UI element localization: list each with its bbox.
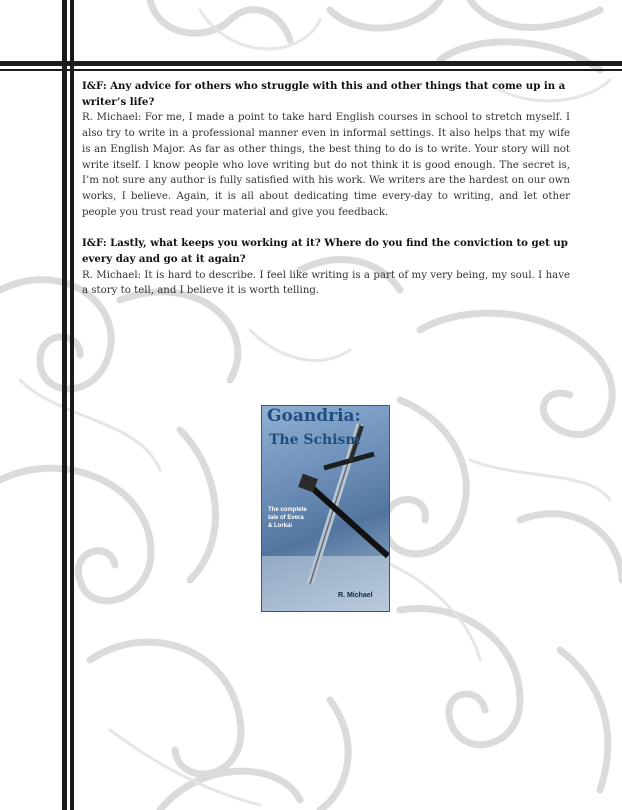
book-cover <box>261 405 390 612</box>
book-author: R. Michael <box>338 592 373 599</box>
question-2: I&F: Lastly, what keeps you working at it? Where do you find the conviction to get up every day and go at it again? <box>82 237 568 266</box>
answer-1: R. Michael: For me, I made a point to take hard English courses in school to stretch myself. I also try to write in a professional manner even in informal settings. It also helps that my wife is an English Major. As far as other things, the best thing to do is to write. Your story will not write itself. I know people who love writing but do not think it is good enough. The secret is, I’m not sure any author is fully satisfied with his work. We writers are the hardest on our own works, I believe. Again, it is all about dedicating time every-day to writing, and let other people you trust read your material and give you feedback. <box>82 112 570 218</box>
interview-text <box>82 79 570 299</box>
book-title: Goandria: <box>267 406 361 426</box>
vertical-rule-left <box>62 0 67 810</box>
answer-2: R. Michael: It is hard to describe. I feel like writing is a part of my very being, my soul. I have a story to tell, and I believe it is worth telling. <box>82 269 570 297</box>
paragraph-gap <box>82 220 570 236</box>
horizontal-rule-top <box>0 61 622 66</box>
horizontal-rule-bottom <box>0 69 622 71</box>
question-1: I&F: Any advice for others who struggle with this and other things that come up in a writer’s life? <box>82 80 566 108</box>
vertical-rule-right <box>70 0 74 810</box>
book-tagline: The complete tale of Evera & Lorkai <box>268 507 307 529</box>
book-subtitle: The Schism <box>269 432 361 448</box>
